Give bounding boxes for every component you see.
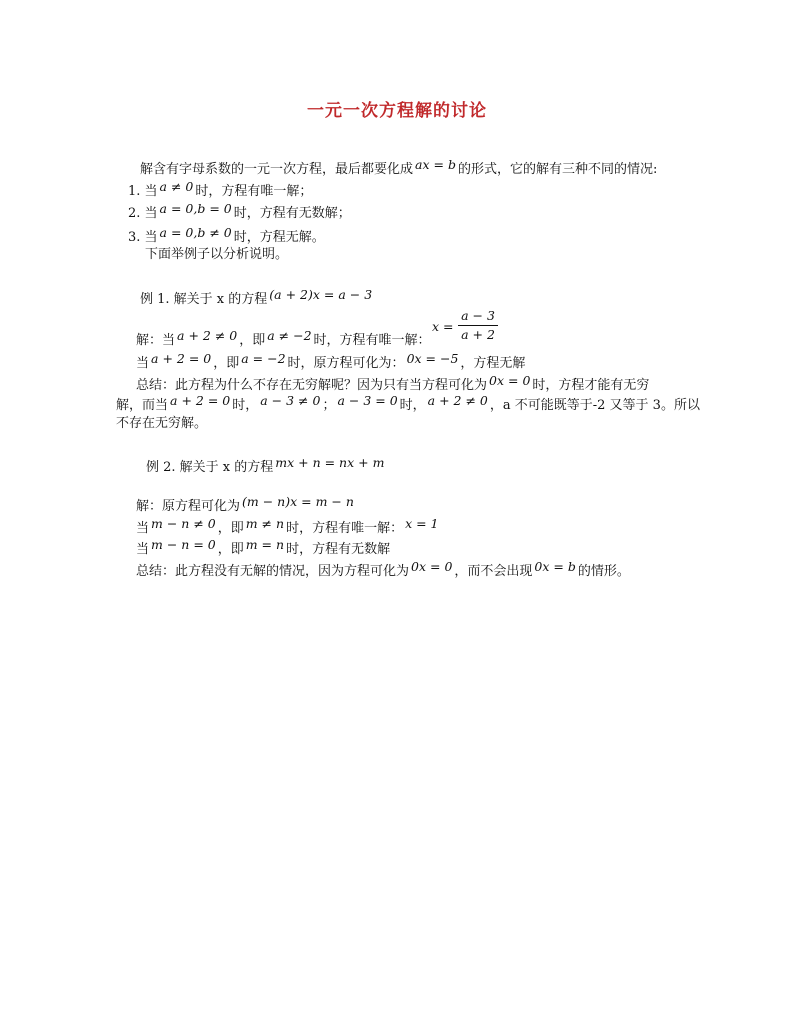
- math: 0x = b: [534, 559, 576, 574]
- math: a + 2 = 0: [151, 351, 212, 366]
- example-2-equation: mx + n = nx + m: [275, 455, 385, 470]
- case-item-1: [128, 179, 313, 201]
- math: 0x = 0: [411, 559, 453, 574]
- example-2-solution-line-2: [136, 516, 441, 538]
- example-2-solution-line-3: [136, 537, 391, 559]
- case-item-3: [128, 225, 325, 247]
- text: 解，而当: [116, 398, 169, 413]
- case-number: 1. 当: [128, 184, 158, 199]
- text: ，a 不可能既等于-2 又等于 3。所以: [489, 398, 700, 413]
- math: m ≠ n: [245, 516, 285, 531]
- example-1-solution-line-2: [136, 351, 526, 373]
- case-number: 3. 当: [128, 230, 158, 245]
- math: a = −2: [241, 351, 286, 366]
- math: m − n = 0: [151, 537, 216, 552]
- case-number: 2. 当: [128, 206, 158, 221]
- intro-line: [140, 157, 658, 179]
- math: a + 2 ≠ 0: [177, 328, 238, 343]
- example-1-heading: [140, 287, 374, 309]
- text: 时，方程有唯一解：: [286, 521, 404, 536]
- intro-text-1: 解含有字母系数的一元一次方程，最后都要化成: [140, 162, 414, 177]
- text: 总结：此方程没有无解的情况，因为方程可化为: [136, 564, 410, 579]
- example-1-label: 例 1. 解关于 x 的方程: [140, 292, 268, 307]
- text: ，即: [213, 356, 240, 371]
- text: ，即: [239, 333, 266, 348]
- math: m − n ≠ 0: [151, 516, 216, 531]
- case-text: 时，方程有唯一解；: [195, 184, 313, 199]
- example-1-equation: (a + 2)x = a − 3: [269, 287, 373, 302]
- example-2-label: 例 2. 解关于 x 的方程: [146, 460, 274, 475]
- text: 时，: [232, 398, 259, 413]
- case-text: 时，方程无解。: [233, 230, 325, 245]
- text: 时，方程有唯一解：: [313, 333, 431, 348]
- text: 当: [136, 542, 150, 557]
- text: 时，: [399, 398, 426, 413]
- page-title: 一元一次方程解的讨论: [307, 101, 487, 121]
- example-2-solution-line-1: [136, 494, 356, 516]
- example-2-heading: [146, 455, 386, 477]
- lead-sentence: 下面举例子以分析说明。: [145, 247, 289, 262]
- math: x = 1: [405, 516, 439, 531]
- case-text: 时，方程有无数解；: [233, 206, 351, 221]
- text: 总结：此方程为什么不存在无穷解呢？因为只有当方程可化为: [136, 378, 488, 393]
- example-2-summary: [136, 559, 630, 581]
- example-1-summary-line-3: 不存在无穷解。: [116, 416, 208, 431]
- text: ，方程无解: [460, 356, 526, 371]
- text: 当: [136, 356, 150, 371]
- text: ，而不会出现: [454, 564, 533, 579]
- text: ，即: [217, 521, 244, 536]
- case-item-2: [128, 201, 351, 223]
- example-1-summary-line-2: [116, 393, 700, 415]
- fraction-lhs: x =: [432, 319, 454, 334]
- text: 时，方程才能有无穷: [532, 378, 650, 393]
- math: a + 2 = 0: [170, 393, 231, 408]
- text: 解：原方程可化为: [136, 499, 241, 514]
- fraction-numerator: a − 3: [461, 308, 495, 323]
- case-condition: a ≠ 0: [159, 179, 194, 194]
- math: a ≠ −2: [267, 328, 312, 343]
- text: 时，方程有无数解: [286, 542, 391, 557]
- text: 解：当: [136, 333, 176, 348]
- fraction-bar: [458, 325, 498, 326]
- fraction-denominator: a + 2: [461, 327, 495, 342]
- text: 的情形。: [577, 564, 630, 579]
- math: a − 3 = 0: [337, 393, 398, 408]
- math: 0x = 0: [489, 373, 531, 388]
- math: m = n: [245, 537, 285, 552]
- case-condition: a = 0,b = 0: [159, 201, 232, 216]
- text: ；: [322, 398, 336, 413]
- intro-text-2: 的形式，它的解有三种不同的情况:: [457, 162, 658, 177]
- math: (m − n)x = m − n: [242, 494, 354, 509]
- math: 0x = −5: [406, 351, 459, 366]
- math: a − 3 ≠ 0: [260, 393, 321, 408]
- text: ，即: [217, 542, 244, 557]
- math: a + 2 ≠ 0: [427, 393, 488, 408]
- text: 时，原方程可化为：: [287, 356, 405, 371]
- example-1-solution-line-1: [136, 328, 431, 350]
- case-condition: a = 0,b ≠ 0: [159, 225, 232, 240]
- fraction: [458, 308, 498, 343]
- text: 当: [136, 521, 150, 536]
- intro-math: ax = b: [415, 157, 456, 172]
